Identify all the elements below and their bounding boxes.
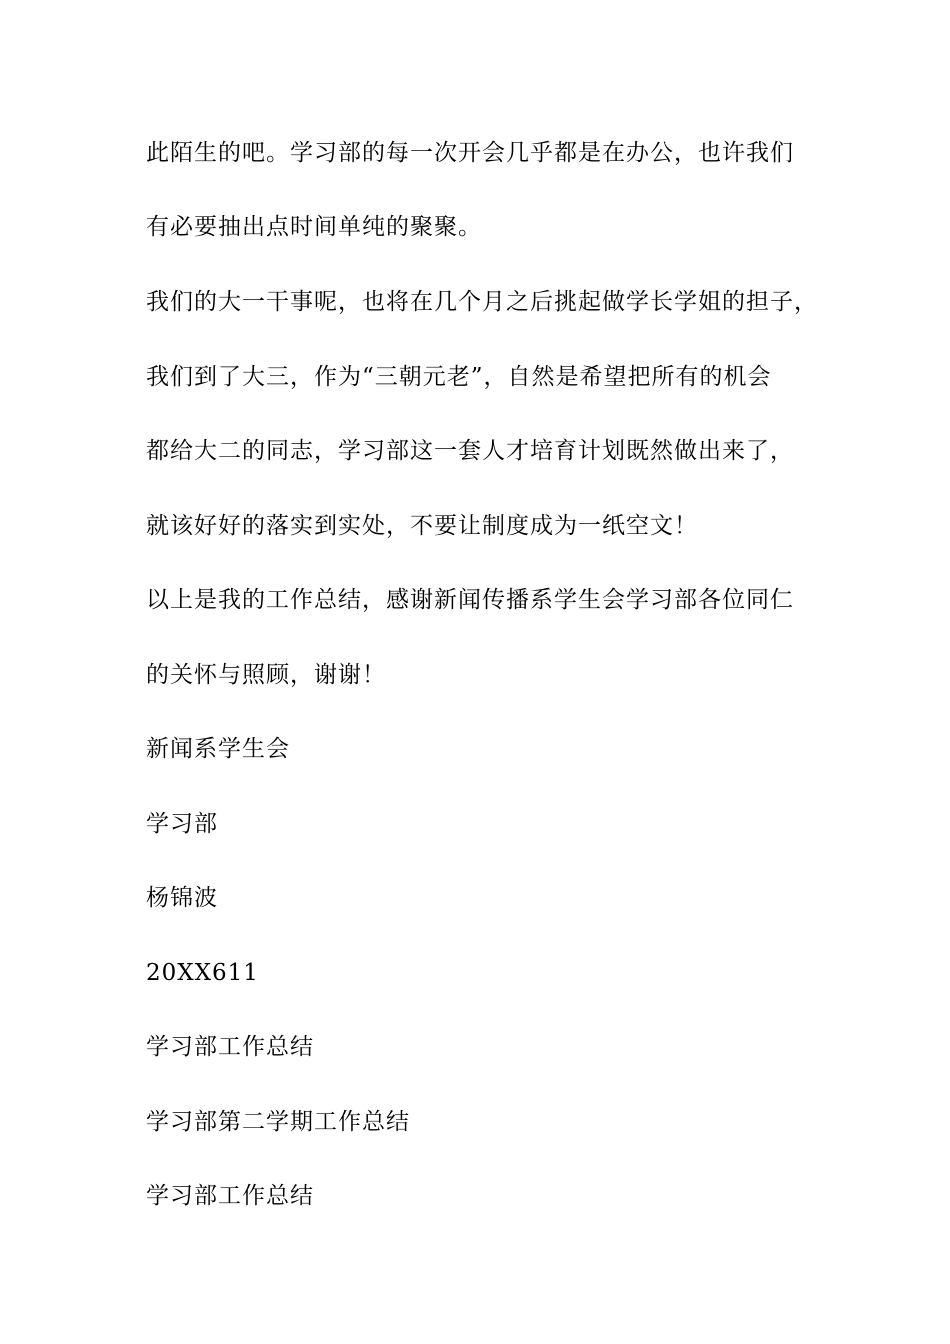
signature-organization: 新闻系学生会 — [146, 736, 290, 762]
related-title-2: 学习部第二学期工作总结 — [146, 1109, 410, 1135]
paragraph-2-line-4: 就该好好的落实到实处，不要让制度成为一纸空文！ — [146, 513, 698, 539]
signature-department: 学习部 — [146, 811, 218, 837]
paragraph-2-line-3: 都给大二的同志，学习部这一套人才培育计划既然做出来了， — [146, 438, 794, 464]
paragraph-1-line-2: 有必要抽出点时间单纯的聚聚。 — [146, 214, 482, 240]
related-title-3: 学习部工作总结 — [146, 1183, 314, 1209]
paragraph-3-line-1: 以上是我的工作总结，感谢新闻传播系学生会学习部各位同仁 — [146, 587, 794, 613]
paragraph-2-line-2: 我们到了大三，作为“三朝元老”，自然是希望把所有的机会 — [146, 364, 772, 390]
paragraph-3-line-2: 的关怀与照顾，谢谢！ — [146, 662, 386, 688]
paragraph-1-line-1: 此陌生的吧。学习部的每一次开会几乎都是在办公，也许我们 — [146, 140, 794, 166]
related-title-1: 学习部工作总结 — [146, 1034, 314, 1060]
paragraph-2-line-1: 我们的大一干事呢，也将在几个月之后挑起做学长学姐的担子， — [146, 289, 818, 315]
signature-name: 杨锦波 — [146, 885, 218, 911]
signature-date: 20XX611 — [146, 960, 259, 986]
